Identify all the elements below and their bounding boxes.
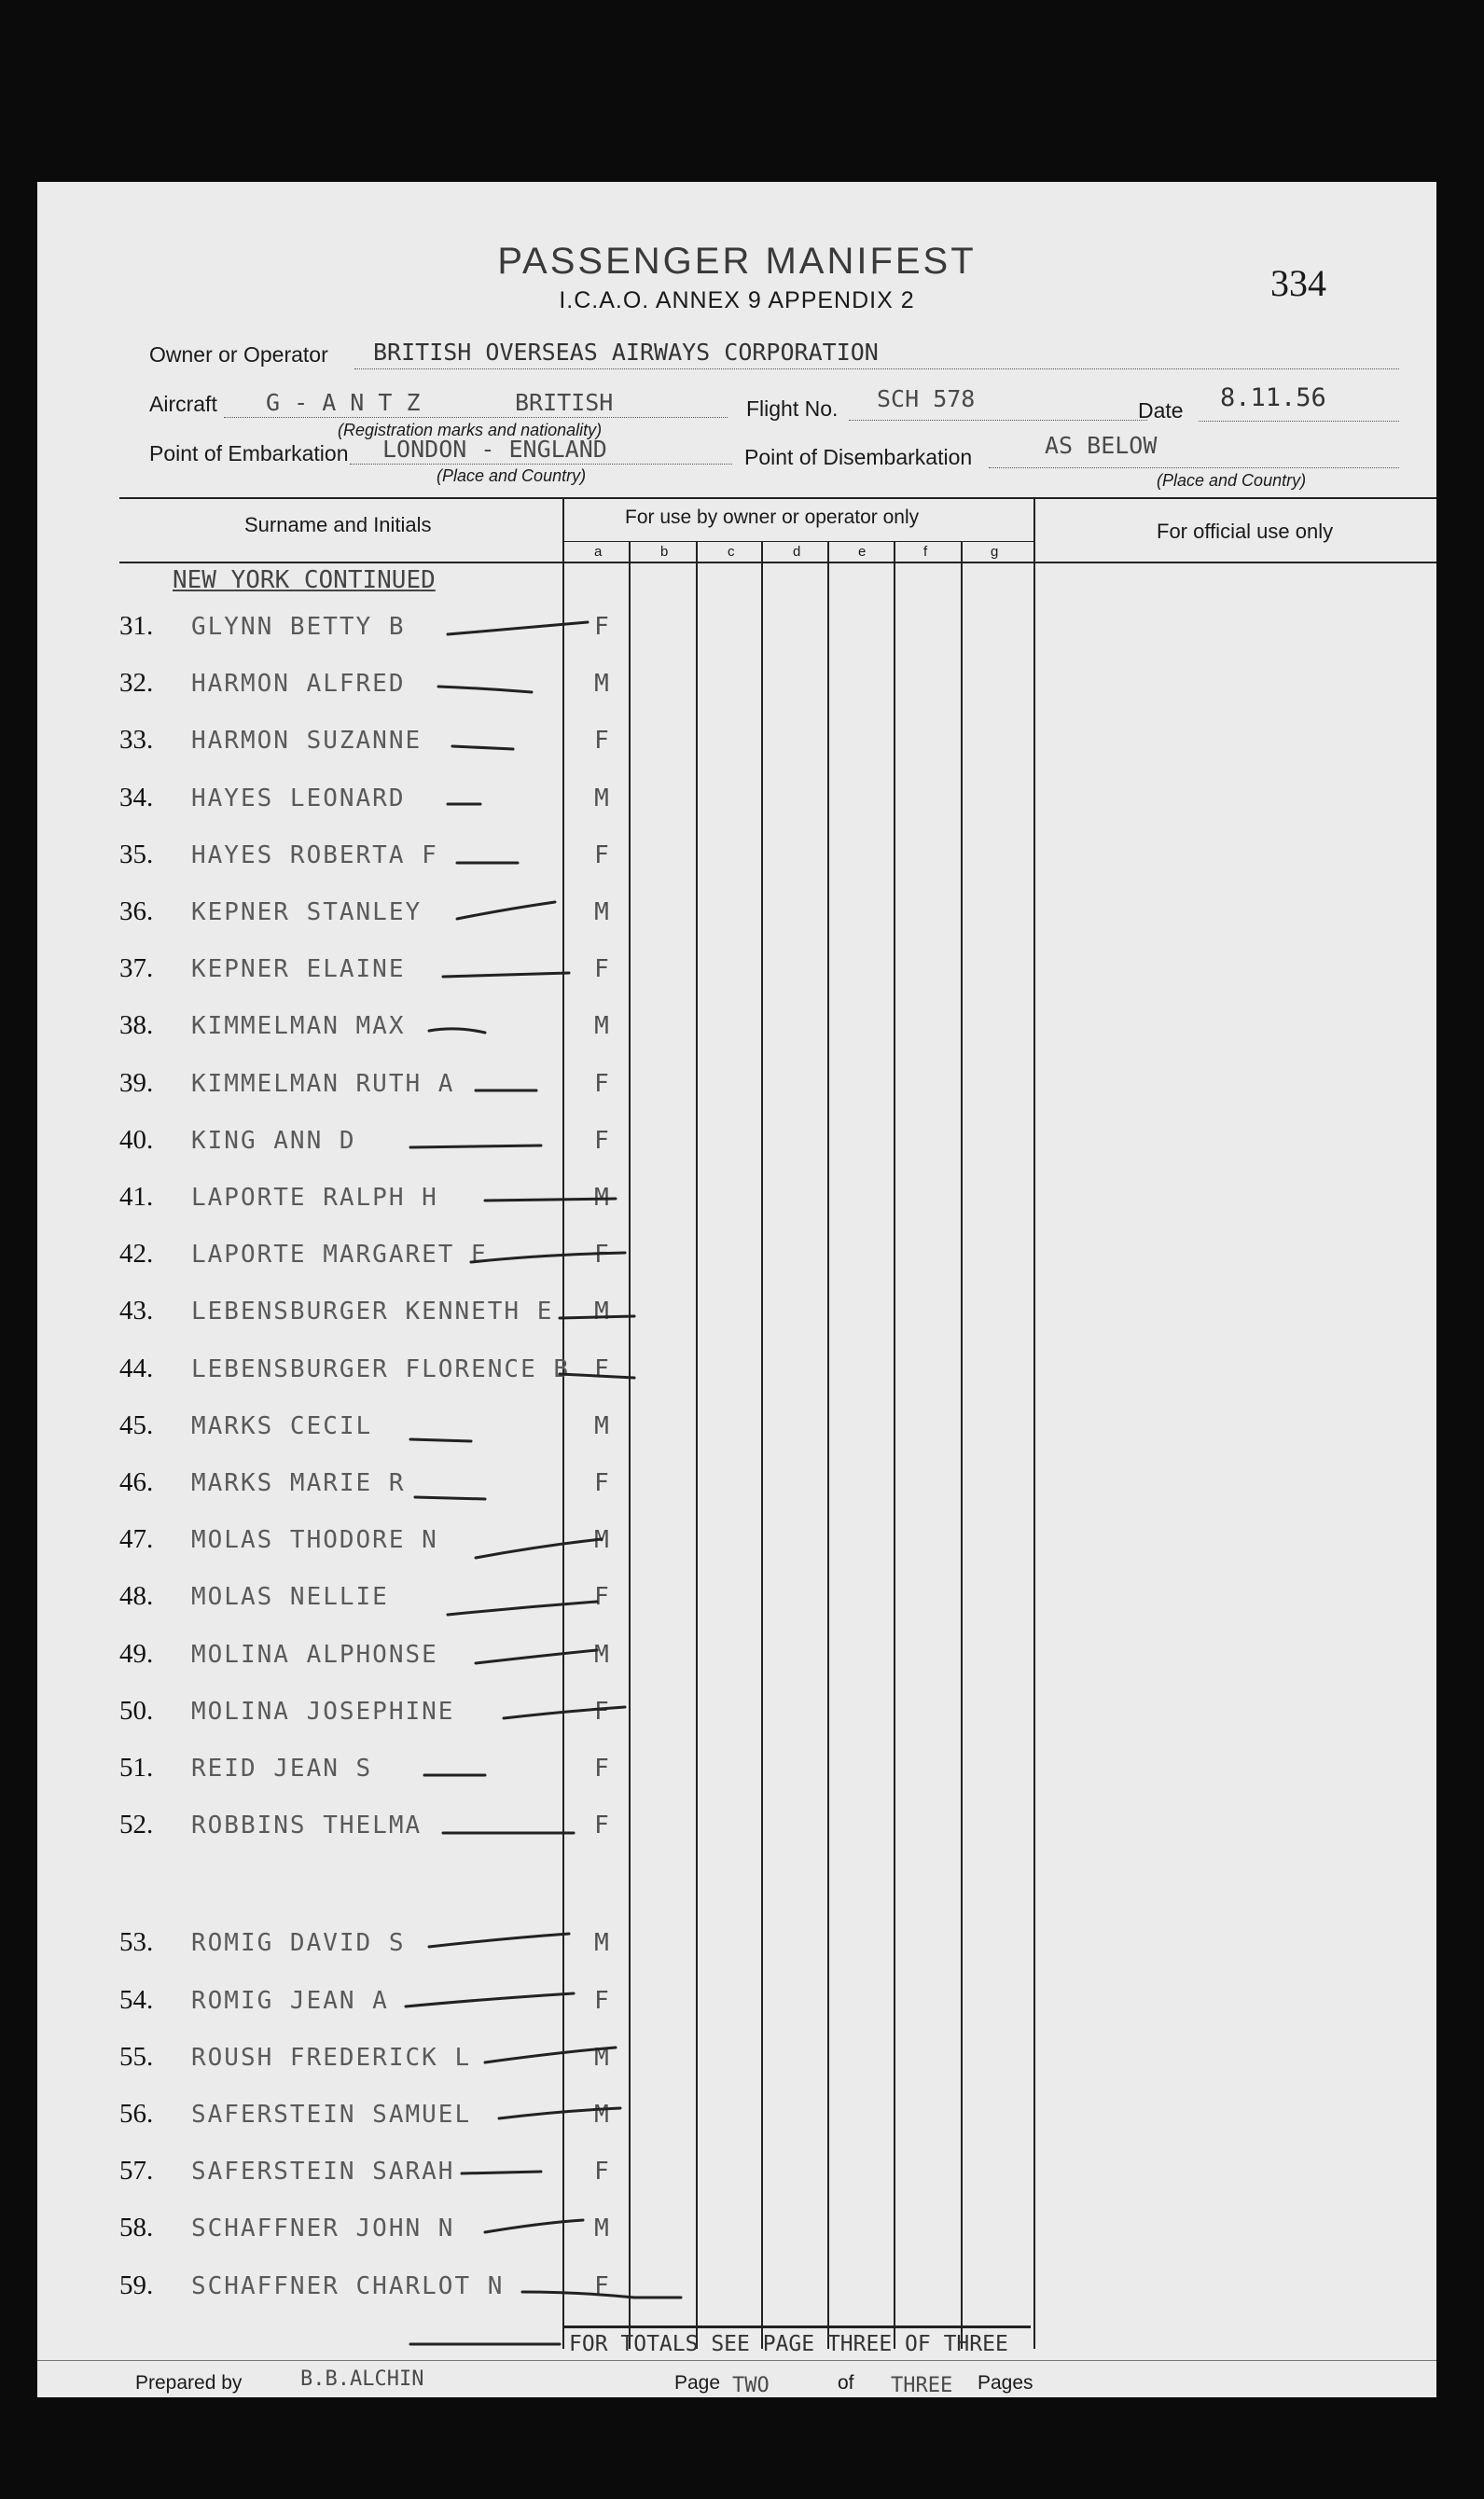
row-number: 33.: [119, 725, 154, 756]
row-number: 42.: [119, 1239, 154, 1270]
owner-label: Owner or Operator: [149, 342, 328, 367]
aircraft-nationality: BRITISH: [515, 389, 614, 416]
passenger-name: KEPNER ELAINE: [191, 955, 406, 984]
row-number: 37.: [119, 953, 154, 984]
passenger-sex: M: [594, 1411, 609, 1440]
totals-rule: [564, 2325, 1031, 2328]
row-number: 45.: [119, 1409, 154, 1440]
passenger-sex: F: [594, 1697, 609, 1726]
passenger-name: SCHAFFNER CHARLOT N: [191, 2271, 505, 2300]
passenger-sex: F: [594, 1812, 609, 1840]
passenger-name: LAPORTE MARGARET E: [191, 1241, 488, 1270]
passenger-sex: F: [594, 727, 609, 756]
passenger-sex: F: [594, 2158, 609, 2187]
row-number: 38.: [119, 1010, 154, 1041]
passenger-name: ROBBINS THELMA: [191, 1812, 423, 1840]
passenger-name: KIMMELMAN MAX: [191, 1012, 406, 1041]
passenger-sex: M: [594, 1298, 609, 1326]
row-number: 50.: [119, 1695, 154, 1726]
manifest-subtitle: I.C.A.O. ANNEX 9 APPENDIX 2: [559, 287, 915, 313]
passenger-name: MOLAS NELLIE: [191, 1583, 389, 1612]
page-number: 334: [1270, 262, 1326, 304]
passenger-name: KIMMELMAN RUTH A: [191, 1069, 455, 1098]
subcol-f: f: [923, 544, 928, 560]
footer-rule: [37, 2360, 1436, 2361]
totals-note: FOR TOTALS SEE PAGE THREE OF THREE: [569, 2332, 1008, 2356]
passenger-sex: F: [594, 1986, 609, 2015]
row-number: 57.: [119, 2156, 154, 2187]
disembarkation-label: Point of Disembarkation: [744, 445, 973, 469]
passenger-name: MOLINA ALPHONSE: [191, 1640, 438, 1669]
date-label: Date: [1138, 398, 1184, 423]
passenger-sex: F: [594, 1069, 609, 1098]
passenger-sex: F: [594, 955, 609, 984]
passenger-name: GLYNN BETTY B: [191, 613, 406, 641]
passenger-name: ROMIG DAVID S: [191, 1929, 406, 1958]
passenger-sex: M: [594, 2043, 609, 2072]
row-number: 58.: [119, 2213, 154, 2243]
passenger-sex: M: [594, 2101, 609, 2129]
embarkation-label: Point of Embarkation: [149, 441, 349, 465]
row-number: 51.: [119, 1753, 154, 1783]
subcol-b: b: [660, 544, 669, 560]
row-number: 44.: [119, 1353, 154, 1383]
row-number: 54.: [119, 1984, 154, 2015]
flight-label: Flight No.: [746, 396, 839, 421]
handwritten-ticks: [37, 182, 1436, 2397]
embarkation-value: LONDON - ENGLAND: [382, 436, 607, 463]
manifest-title: PASSENGER MANIFEST: [497, 241, 977, 282]
row-number: 52.: [119, 1810, 154, 1840]
passenger-name: HARMON ALFRED: [191, 670, 406, 699]
manifest-sheet: [37, 182, 1436, 2397]
passenger-sex: M: [594, 1640, 609, 1669]
passenger-name: MOLAS THODORE N: [191, 1526, 438, 1555]
row-number: 55.: [119, 2041, 154, 2072]
page-label: Page: [674, 2372, 721, 2394]
passenger-name: ROUSH FREDERICK L: [191, 2043, 472, 2072]
row-number: 34.: [119, 782, 154, 812]
row-number: 43.: [119, 1296, 154, 1326]
row-number: 56.: [119, 2099, 154, 2129]
passenger-name: MOLINA JOSEPHINE: [191, 1697, 455, 1726]
row-number: 39.: [119, 1067, 154, 1098]
disembarkation-value: AS BELOW: [1045, 432, 1158, 459]
passenger-name: LAPORTE RALPH H: [191, 1184, 438, 1212]
subcol-d: d: [793, 544, 801, 560]
passenger-sex: F: [594, 613, 609, 641]
passenger-sex: M: [594, 1526, 609, 1555]
passenger-name: REID JEAN S: [191, 1755, 373, 1783]
row-number: 31.: [119, 611, 154, 641]
prepared-by-value: B.B.ALCHIN: [300, 2367, 424, 2391]
passenger-name: SCHAFFNER JOHN N: [191, 2214, 455, 2243]
passenger-name: ROMIG JEAN A: [191, 1986, 389, 2015]
owner-value: BRITISH OVERSEAS AIRWAYS CORPORATION: [373, 339, 879, 366]
passenger-sex: F: [594, 1583, 609, 1612]
of-label: of: [838, 2372, 854, 2394]
col-official-header: For official use only: [1157, 520, 1334, 543]
aircraft-registration: G - A N T Z: [266, 389, 421, 416]
passenger-name: LEBENSBURGER KENNETH E: [191, 1298, 554, 1326]
passenger-name: MARKS MARIE R: [191, 1469, 406, 1497]
passenger-sex: M: [594, 898, 609, 926]
row-number: 32.: [119, 668, 154, 699]
passenger-sex: F: [594, 840, 609, 869]
passenger-name: KING ANN D: [191, 1126, 356, 1155]
row-number: 41.: [119, 1182, 154, 1212]
row-number: 49.: [119, 1638, 154, 1669]
passenger-name: SAFERSTEIN SARAH: [191, 2158, 455, 2187]
section-heading: NEW YORK CONTINUED: [173, 566, 436, 594]
passenger-sex: M: [594, 1012, 609, 1041]
passenger-name: HAYES LEONARD: [191, 784, 406, 812]
row-number: 48.: [119, 1581, 154, 1612]
col-owner-header: For use by owner or operator only: [625, 507, 920, 528]
passenger-name: SAFERSTEIN SAMUEL: [191, 2101, 472, 2129]
aircraft-label: Aircraft: [149, 392, 217, 416]
passenger-name: MARKS CECIL: [191, 1411, 373, 1440]
row-number: 47.: [119, 1524, 154, 1555]
row-number: 40.: [119, 1124, 154, 1155]
passenger-sex: F: [594, 1354, 609, 1383]
passenger-sex: F: [594, 1126, 609, 1155]
passenger-name: HARMON SUZANNE: [191, 727, 423, 756]
passenger-name: HAYES ROBERTA F: [191, 840, 438, 869]
passenger-name: KEPNER STANLEY: [191, 898, 423, 926]
registration-note: (Registration marks and nationality): [338, 421, 603, 439]
row-number: 36.: [119, 896, 154, 926]
passenger-name: LEBENSBURGER FLORENCE B: [191, 1354, 571, 1383]
col-names-header: Surname and Initials: [244, 513, 432, 536]
subcol-e: e: [858, 544, 867, 560]
disembarkation-note: (Place and Country): [1157, 471, 1307, 490]
row-number: 53.: [119, 1927, 154, 1958]
flight-number: SCH 578: [877, 385, 976, 412]
row-number: 59.: [119, 2270, 154, 2300]
passenger-sex: M: [594, 1929, 609, 1958]
date-value: 8.11.56: [1220, 383, 1326, 412]
prepared-by-label: Prepared by: [135, 2372, 243, 2394]
subcol-a: a: [594, 544, 603, 560]
pages-label: Pages: [978, 2372, 1033, 2394]
row-number: 35.: [119, 839, 154, 869]
subcol-c: c: [728, 544, 735, 560]
row-number: 46.: [119, 1467, 154, 1497]
passenger-sex: M: [594, 670, 609, 699]
passenger-sex: F: [594, 1755, 609, 1783]
passenger-sex: M: [594, 1184, 609, 1212]
embarkation-note: (Place and Country): [437, 466, 587, 485]
of-value: THREE: [891, 2374, 953, 2397]
passenger-sex: F: [594, 2271, 609, 2300]
passenger-sex: M: [594, 2214, 609, 2243]
subcol-g: g: [991, 544, 999, 560]
passenger-sex: F: [594, 1241, 609, 1270]
passenger-sex: M: [594, 784, 609, 812]
page-value: TWO: [732, 2374, 770, 2397]
passenger-sex: F: [594, 1469, 609, 1497]
